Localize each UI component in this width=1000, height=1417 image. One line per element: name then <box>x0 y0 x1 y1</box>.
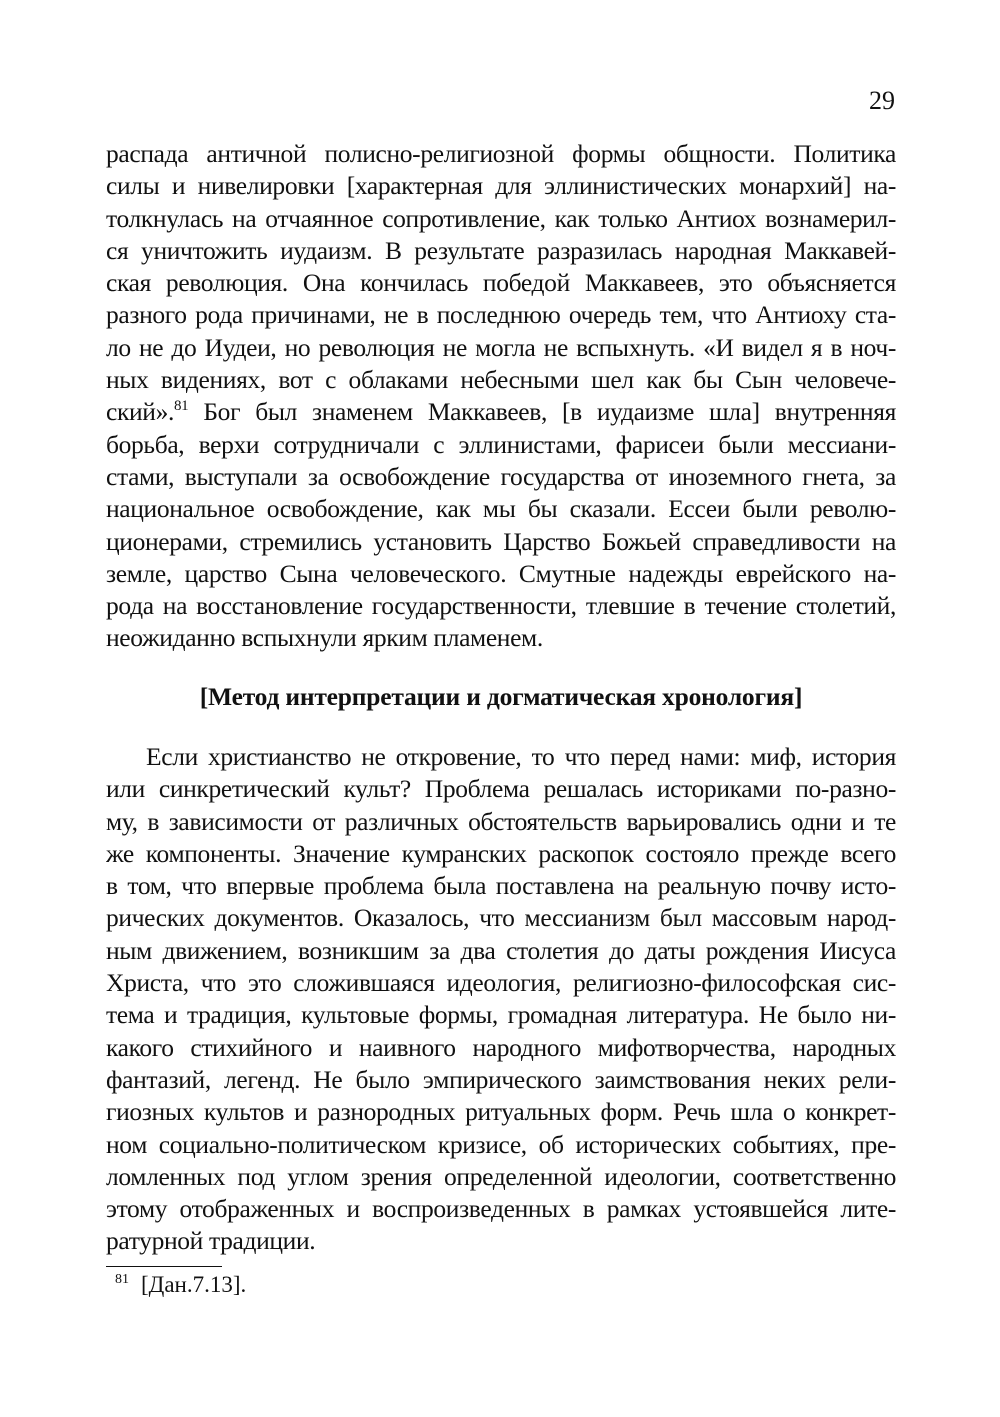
footnote <box>115 1270 246 1300</box>
text-line: рода на восстановление государственности, тлевшие в течение столетий, <box>106 591 896 621</box>
text-line: ном социально-политическом кризисе, об исторических событиях, пре- <box>106 1129 896 1159</box>
text-line: ся уничтожить иудаизм. В результате разразилась народная Маккавей- <box>106 235 896 265</box>
text-line: ционерами, стремились установить Царство Божьей справедливости на <box>106 526 896 556</box>
paragraph-2 <box>106 741 896 1258</box>
footnote-reference[interactable]: 81 <box>174 398 189 415</box>
text-line: му, в зависимости от различных обстоятельств варьировались одни и те <box>106 806 896 836</box>
text-line: силы и нивелировки [характерная для эллинистических монархий] на- <box>106 171 896 201</box>
text-line: борьба, верхи сотрудничали с эллинистами, фарисеи были мессиани- <box>106 429 896 459</box>
text-line: ло не до Иудеи, но революция не могла не вспыхнуть. «И видел я в ноч- <box>106 332 896 362</box>
section-heading: [Метод интерпретации и догматическая хронология] <box>199 682 803 711</box>
text-line: Если христианство не откровение, то что перед нами: миф, история <box>146 742 896 771</box>
text-line: же компоненты. Значение кумранских раскопок состояло прежде всего <box>106 838 896 868</box>
text-line: какого стихийного и наивного народного мифотворчества, народных <box>106 1032 896 1062</box>
footnote-number: 81 <box>115 1272 129 1287</box>
text-line: или синкретический культ? Проблема решалась историками по-разно- <box>106 774 896 804</box>
text-line: ломленных под углом зрения определенной идеологии, соответственно <box>106 1161 896 1191</box>
footnote-separator <box>106 1266 222 1267</box>
text-line: земле, царство Сына человеческого. Смутные надежды еврейского на- <box>106 558 896 588</box>
text-line: ных видениях, вот с облаками небесными шел как бы Сын человече- <box>106 365 896 395</box>
text-line: этому отображенных и воспроизведенных в рамках устоявшейся лите- <box>106 1194 896 1224</box>
text-line: распада античной полисно-религиозной формы общности. Политика <box>106 139 896 168</box>
text-line: ным движением, возникшим за два столетия до даты рождения Иисуса <box>106 935 896 965</box>
text-fragment: Бог был знаменем Маккавеев, [в иудаизме шла] внутренняя <box>188 397 896 427</box>
text-line: гиозных культов и разнородных ритуальных форм. Речь шла о конкрет- <box>106 1097 896 1127</box>
text-line: разного рода причинами, не в последнюю очередь тем, что Антиоху ста- <box>106 300 896 330</box>
text-line: толкнулась на отчаянное сопротивление, как только Антиох вознамерил- <box>106 203 896 233</box>
text-line: тема и традиция, культовые формы, громадная литература. Не было ни- <box>106 1000 896 1030</box>
text-line-with-footnote-ref <box>106 396 896 428</box>
page-number: 29 <box>869 86 895 115</box>
text-line: в том, что впервые проблема была поставлена на реальную почву исто- <box>106 871 896 901</box>
text-line: неожиданно вспыхнули ярким пламенем. <box>106 623 543 653</box>
paragraph-1 <box>106 138 896 655</box>
footnote-text: [Дан.7.13]. <box>141 1272 247 1297</box>
text-line: национальное освобождение, как мы бы сказали. Ессеи были револю‑ <box>106 494 896 524</box>
text-line: Христа, что это сложившаяся идеология, религиозно-философская сис- <box>106 968 896 998</box>
text-line: фантазий, легенд. Не было эмпирического заимствования неких рели- <box>106 1064 896 1094</box>
text-line: ратурной традиции. <box>106 1226 316 1256</box>
text-line: рических документов. Оказалось, что мессианизм был массовым народ- <box>106 903 896 933</box>
text-line: стами, выступали за освобождение государства от иноземного гнета, за <box>106 461 896 491</box>
text-fragment: ский». <box>106 397 175 427</box>
text-line: ская революция. Она кончилась победой Маккавеев, это объясняется <box>106 268 896 298</box>
